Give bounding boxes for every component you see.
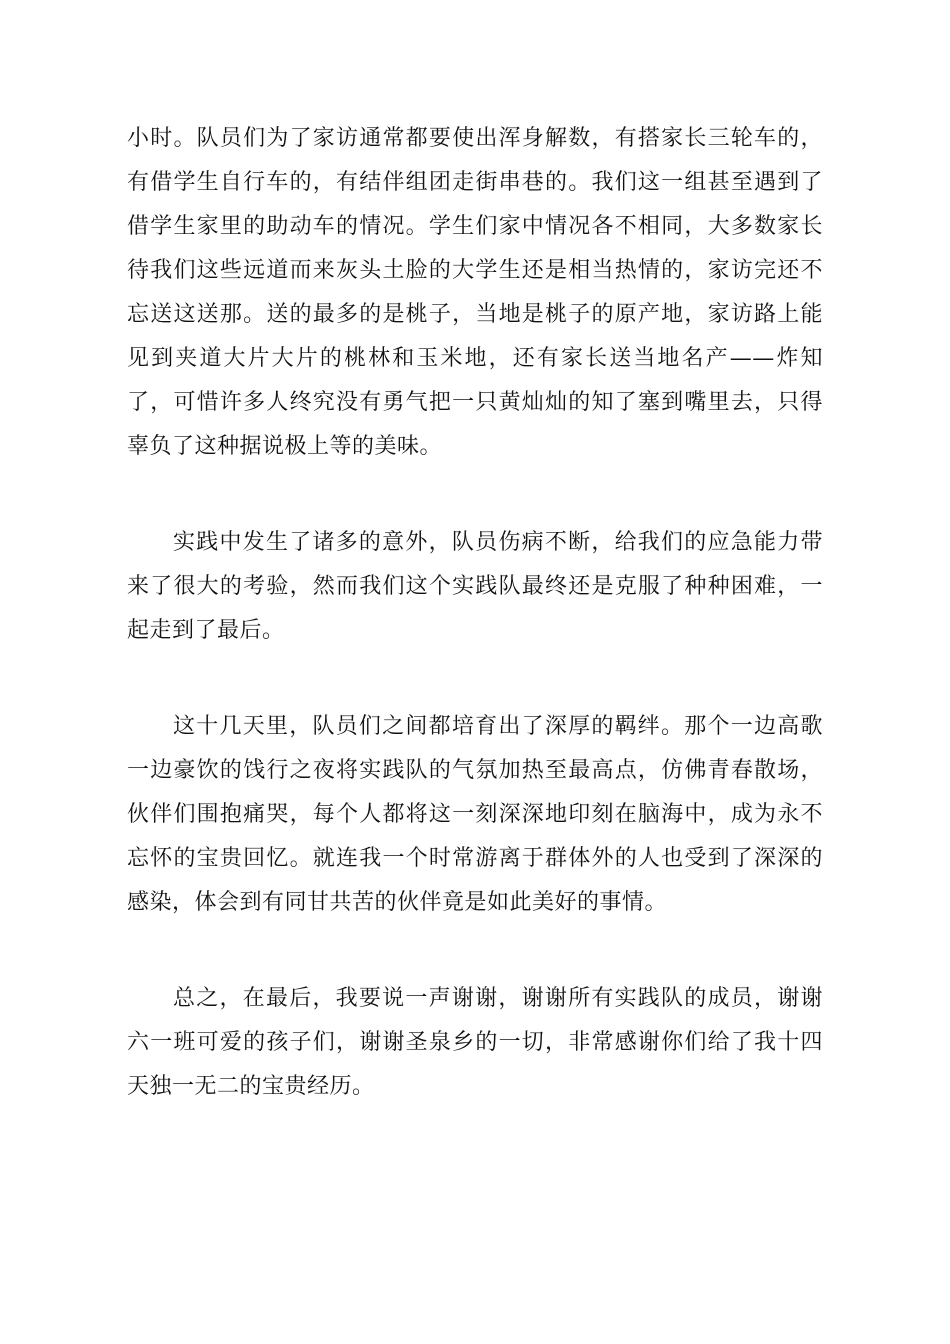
paragraph-bonds: 这十几天里，队员们之间都培育出了深厚的羁绊。那个一边高歌一边豪饮的饯行之夜将实践队的气氛加热至最高点，仿佛青春散场，伙伴们围抱痛哭，每个人都将这一刻深深地印刻在脑海中，成为永不忘怀的宝贵回忆。就连我一个时常游离于群体外的人也受到了深深的感染，体会到有同甘共苦的伙伴竟是如此美好的事情。: [127, 714, 823, 915]
paragraph-spacing: [127, 925, 823, 977]
paragraph-spacing: [127, 469, 823, 521]
paragraph-accidents: 实践中发生了诸多的意外，队员伤病不断，给我们的应急能力带来了很大的考验，然而我们这个实践队最终还是克服了种种困难，一起走到了最后。: [127, 530, 823, 643]
paragraph-spacing: [127, 653, 823, 705]
document-body: [127, 117, 823, 1109]
paragraph-continued: 小时。队员们为了家访通常都要使出浑身解数，有搭家长三轮车的，有借学生自行车的，有结伴组团走街串巷的。我们这一组甚至遇到了借学生家里的助动车的情况。学生们家中情况各不相同，大多数家长待我们这些远道而来灰头土脸的大学生还是相当热情的，家访完还不忘送这送那。送的最多的是桃子，当地是桃子的原产地，家访路上能见到夹道大片大片的桃林和玉米地，还有家长送当地名产——炸知了，可惜许多人终究没有勇气把一只黄灿灿的知了塞到嘴里去，只得辜负了这种据说极上等的美味。: [127, 126, 823, 459]
paragraph-thanks: 总之，在最后，我要说一声谢谢，谢谢所有实践队的成员，谢谢六一班可爱的孩子们，谢谢圣泉乡的一切，非常感谢你们给了我十四天独一无二的宝贵经历。: [127, 986, 823, 1099]
